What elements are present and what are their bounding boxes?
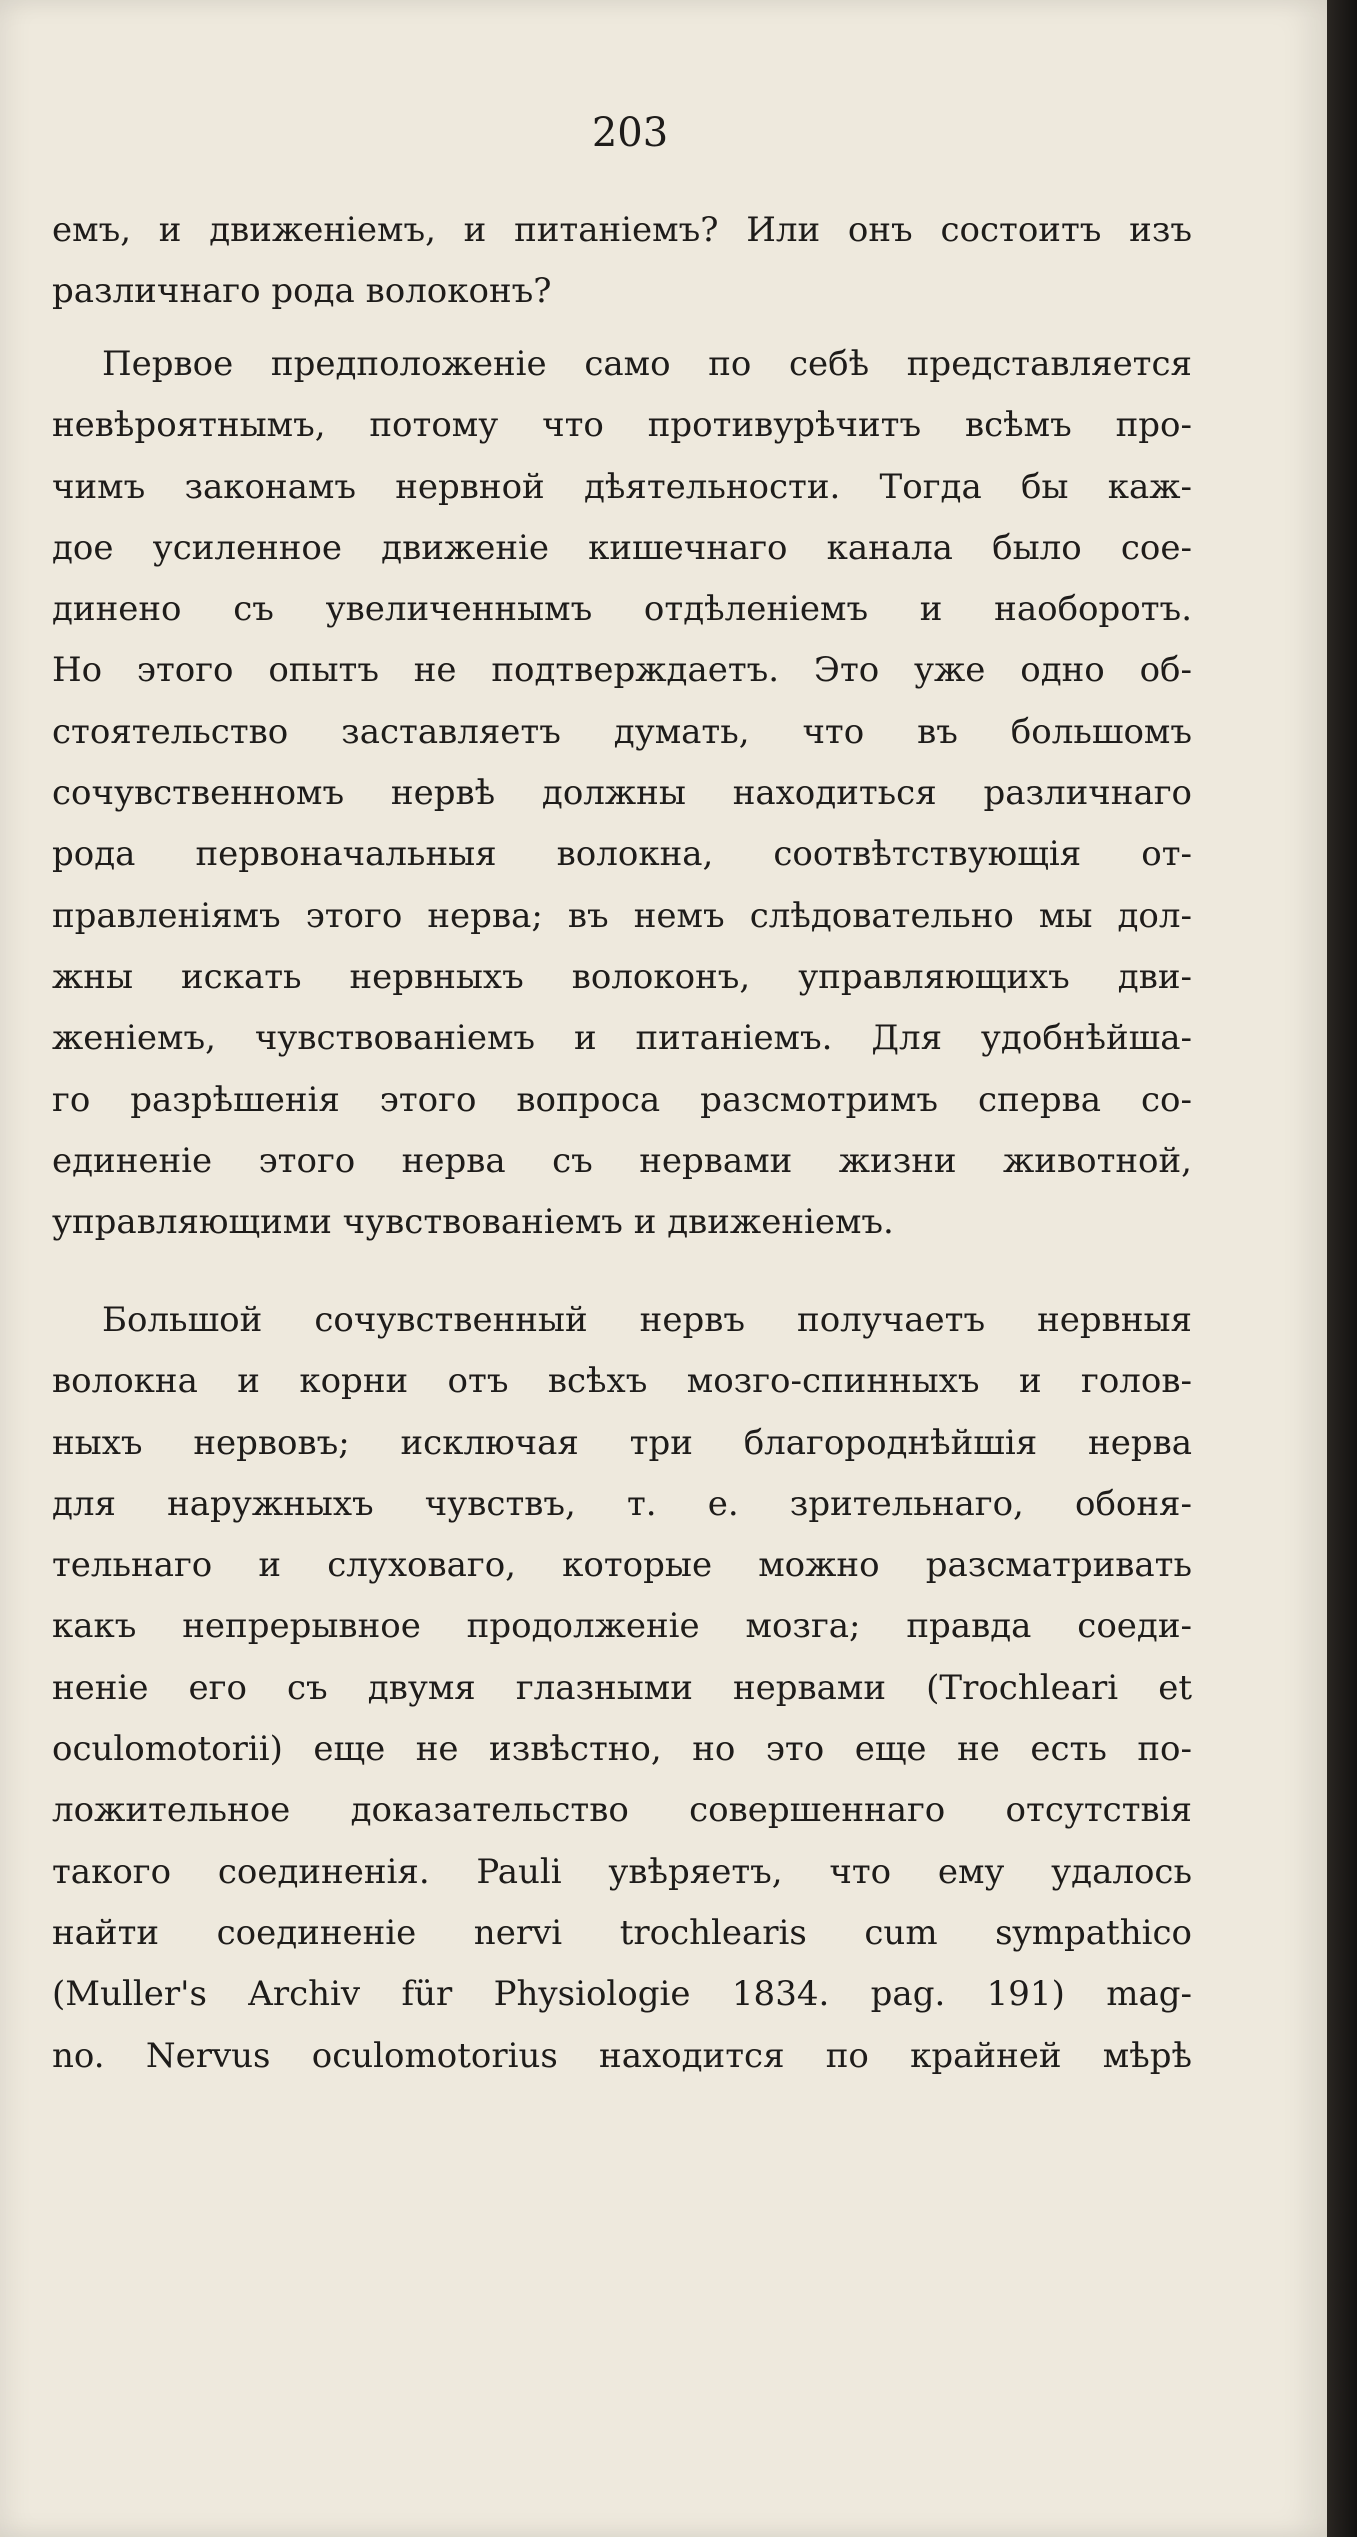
- text-line: стоятельство заставляетъ думать, что въ большомъ: [52, 711, 1192, 752]
- text-line: волокна и корни отъ всѣхъ мозго-спинныхъ и голов-: [52, 1361, 1192, 1402]
- text-line: динено съ увеличеннымъ отдѣленiемъ и наоборотъ.: [52, 589, 1192, 630]
- text-line: ненiе его съ двумя глазными нервами (Trochleari et: [52, 1667, 1192, 1708]
- text-line: единенiе этого нерва съ нервами жизни животной,: [52, 1140, 1192, 1181]
- text-line: невѣроятнымъ, потому что противурѣчитъ всѣмъ про-: [52, 405, 1192, 446]
- text-line: жны искать нервныхъ волоконъ, управляющихъ дви-: [52, 956, 1192, 997]
- text-line: чимъ законамъ нервной дѣятельности. Тогда бы каж-: [52, 466, 1192, 507]
- text-line: для наружныхъ чувствъ, т. е. зрительнаго, обоня-: [52, 1483, 1192, 1524]
- text-line: ложительное доказательство совершеннаго отсутствiя: [52, 1790, 1192, 1831]
- text-line: какъ непрерывное продолженiе мозга; правда соеди-: [52, 1606, 1192, 1647]
- text-line: Первое предположенiе само по себѣ представляется: [102, 344, 1192, 384]
- page-number: 203: [591, 110, 669, 156]
- page-edge-shadow: [1327, 0, 1357, 2537]
- text-line: no. Nervus oculomotorius находится по крайней мѣрѣ: [52, 2035, 1192, 2076]
- text-line: oculomotorii) еще не извѣстно, но это еще не есть по-: [52, 1729, 1192, 1770]
- paragraph-3: [52, 1290, 1192, 2087]
- text-line: такого соединенiя. Pauli увѣряетъ, что ему удалось: [52, 1851, 1192, 1892]
- text-line: рода первоначальныя волокна, соотвѣтствующiя от-: [52, 834, 1192, 875]
- text-line: найти соединенiе nervi trochlearis cum sympathico: [52, 1912, 1192, 1953]
- text-line: Но этого опытъ не подтверждаетъ. Это уже одно об-: [52, 650, 1192, 691]
- text-line: женiемъ, чувствованiемъ и питанiемъ. Для удобнѣйша-: [52, 1018, 1192, 1059]
- paragraph-1: [52, 200, 1192, 323]
- text-line: тельнаго и слуховаго, которые можно разсматривать: [52, 1545, 1192, 1586]
- text-line: (Muller's Archiv für Physiologie 1834. pag. 191) mag-: [52, 1974, 1192, 2015]
- text-line: управляющими чувствованiемъ и движенiемъ.: [52, 1202, 894, 1243]
- text-line: Большой сочувственный нервъ получаетъ нервныя: [102, 1300, 1192, 1340]
- text-line: емъ, и движенiемъ, и питанiемъ? Или онъ состоитъ изъ: [52, 210, 1192, 250]
- text-line: правленiямъ этого нерва; въ немъ слѣдовательно мы дол-: [52, 895, 1192, 936]
- text-line: сочувственномъ нервѣ должны находиться различнаго: [52, 773, 1192, 814]
- text-line: го разрѣшенiя этого вопроса разсмотримъ сперва со-: [52, 1079, 1192, 1120]
- text-line: дое усиленное движенiе кишечнаго канала было сое-: [52, 527, 1192, 568]
- paragraph-2: [52, 334, 1192, 1253]
- text-line: различнаго рода волоконъ?: [52, 271, 552, 312]
- text-line: ныхъ нервовъ; исключая три благороднѣйшiя нерва: [52, 1422, 1192, 1463]
